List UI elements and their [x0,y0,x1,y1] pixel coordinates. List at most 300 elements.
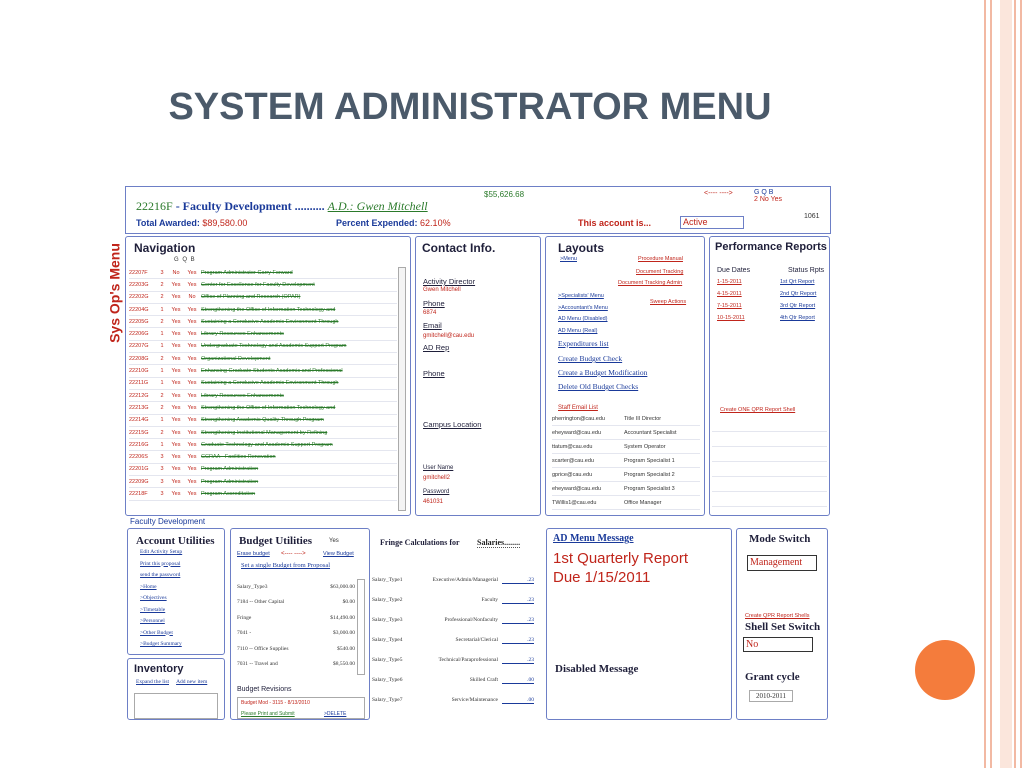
navigation-cell-name: Organizational Development [201,355,271,362]
budget-row-label: Salary_Type3 [237,583,268,590]
account-status-field[interactable]: Active [680,216,744,229]
navigation-cell-g: 1 [160,343,164,350]
navigation-cell-code: 22201G [129,466,149,473]
navigation-cell-q: Yes [171,318,181,325]
navigation-cell-code: 22215G [129,429,149,436]
fringe-row [372,570,536,590]
navigation-row[interactable] [129,279,397,291]
fringe-row [372,610,536,630]
fringe-type: Salary_Type2 [372,597,403,603]
navigation-cell-b: Yes [187,429,197,436]
fringe-rate-input[interactable]: .23 [502,657,534,664]
staff-role: System Operator [624,443,666,450]
document-tracking-link[interactable]: Document Tracking [636,269,684,275]
navigation-row[interactable] [129,304,397,316]
fringe-desc: Technical/Paraprofessional [438,657,498,663]
navigation-row[interactable] [129,328,397,340]
budget-row-label: 7041 - [237,630,252,637]
navigation-list [129,267,397,501]
staff-email[interactable]: pherrington@cau.edu [552,415,605,422]
budget-row-label: Fringe [237,614,252,621]
expenditures-list-link[interactable]: Expenditures list [558,339,609,348]
staff-email[interactable]: ttatum@cau.edu [552,443,593,450]
navigation-cell-g: 2 [160,294,164,301]
navigation-cell-name: Strengthening the Office of Information Technology and [201,306,336,313]
delete-budget-checks-link[interactable]: Delete Old Budget Checks [558,382,639,391]
decorative-line [1014,0,1016,768]
navigation-cell-q: Yes [171,404,181,411]
mode-switch-title: Mode Switch [749,533,811,545]
navigation-cell-code: 22204G [129,306,149,313]
navigation-cell-b: Yes [187,478,197,485]
navigation-gqb-header: G Q B [174,257,196,263]
navigation-cell-b: Yes [187,454,197,461]
navigation-cell-code: 22216G [129,441,149,448]
navigation-cell-code: 22206G [129,331,149,338]
fringe-title: Fringe Calculations for [380,538,460,547]
password-label: Password [423,489,450,495]
navigation-row[interactable] [129,439,397,451]
ad-menu-real-link[interactable]: AD Menu (Real) [558,328,598,334]
navigation-cell-b: Yes [187,441,197,448]
staff-row [552,454,700,468]
staff-email[interactable]: TWillis1@cau.edu [552,499,597,506]
navigation-cell-name: CCRAA - Facilities Renovation [201,454,276,461]
fringe-salaries-label: Salaries........ [477,538,521,547]
shell-set-switch-title: Shell Set Switch [745,621,821,633]
navigation-cell-q: Yes [171,417,181,424]
navigation-cell-name: Program Administrator-Carry Forward [201,269,293,276]
fringe-row [372,690,536,710]
navigation-row[interactable] [129,292,397,304]
phone-value: 6874 [423,310,437,316]
staff-role: Program Specialist 1 [624,457,675,464]
navigation-row[interactable] [129,488,397,500]
add-new-item-link[interactable]: Add new item [176,679,208,685]
decorative-band [1000,0,1012,768]
navigation-cell-b: Yes [187,392,197,399]
fringe-rates-table [372,570,536,710]
inventory-list-box[interactable] [134,693,218,719]
account-utility-link[interactable]: Edit Activity Setup [140,549,183,555]
navigation-cell-b: No [188,294,196,301]
navigation-cell-q: Yes [171,368,181,375]
navigation-cell-name: Program Accreditation [201,490,256,497]
erase-budget-link[interactable]: Erase budget [237,551,270,557]
navigation-cell-name: Library Resources Enhancements [201,392,284,399]
account-utility-link[interactable]: Print this proposal [140,560,181,567]
create-qpr-shells-link[interactable]: Create QPR Report Shells [745,613,810,619]
password-value: 461031 [423,499,444,505]
layouts-panel [545,236,705,516]
director-name: Gwen Mitchell [423,287,461,293]
campus-location-label: Campus Location [423,420,482,429]
contact-panel [415,236,541,516]
fringe-panel [372,528,540,720]
fringe-desc: Service/Maintenance [451,697,498,703]
navigation-cell-name: Graduate Technology and Academic Support Program [201,441,333,448]
budget-row [237,657,355,673]
navigation-cell-b: Yes [187,306,197,313]
username-label: User Name [423,465,454,471]
account-utility-link[interactable]: >Budget Summary [140,641,182,647]
navigation-cell-name: Enhancing Graduate Students Academic and Professional [201,368,343,375]
navigation-cell-code: 22212G [129,392,149,399]
navigation-cell-q: Yes [171,441,181,448]
staff-role: Accountant Specialist [624,429,677,436]
mode-switch-panel [736,528,828,720]
staff-email[interactable]: eheyward@cau.edu [552,485,602,492]
navigation-cell-code: 22202G [129,294,149,301]
navigation-cell-name: Strengthening Institutional Management by Refining [201,429,328,436]
navigation-cell-code: 22211G [129,380,149,387]
performance-title: Performance Reports [715,241,827,253]
navigation-footer: Faculty Development [130,517,206,526]
navigation-cell-name: Office of Planning and Research (OPAR) [201,294,301,301]
decorative-circle [915,640,975,700]
account-utility-link[interactable]: >Timetable [140,606,166,613]
decorative-line [984,0,986,768]
budget-row-value: $3,000.00 [333,630,355,637]
gqb-status: G Q B 2 No Yes [754,189,783,203]
budget-row [237,641,355,657]
expand-list-link[interactable]: Expand the list [136,679,169,685]
fringe-rate-input[interactable]: .00 [502,697,534,704]
navigation-cell-code: 22213G [129,404,149,411]
navigation-cell-b: Yes [187,417,197,424]
staff-email-table [552,412,700,510]
navigation-cell-b: Yes [187,269,197,276]
report-link[interactable]: 3rd Qtr Report [780,303,816,309]
budget-row-label: 7184 -- Other Capital [237,599,285,606]
budget-utilities-panel [230,528,370,720]
inventory-links [136,679,213,685]
procedure-manual-link[interactable]: Procedure Manual [638,256,683,262]
report-due-date[interactable]: 7-15-2011 [717,303,742,309]
budget-line-items [237,579,355,672]
navigation-cell-g: 3 [160,466,164,473]
staff-row [552,426,700,440]
navigation-row[interactable] [129,464,397,476]
budget-row-value: $0.00 [342,599,355,606]
navigation-row[interactable] [129,378,397,390]
fringe-desc: Skilled Craft [469,677,498,683]
navigation-cell-q: Yes [171,343,181,350]
account-utility-link[interactable]: send the password [140,572,181,578]
fringe-rate-input[interactable]: .00 [502,677,534,684]
record-nav-arrows[interactable]: <---- ----> [704,190,733,197]
budget-row [237,626,355,642]
navigation-cell-g: 2 [160,318,164,325]
staff-role: Program Specialist 3 [624,485,675,492]
budget-row [237,610,355,626]
navigation-cell-name: Sustaining a Conducive Academic Environment Through [201,380,339,387]
navigation-row[interactable] [129,353,397,365]
budget-nav-arrows[interactable]: <---- ----> [281,551,306,557]
ad-menu-disabled-link[interactable]: AD Menu (Disabled) [558,316,608,322]
fringe-type: Salary_Type3 [372,617,403,623]
navigation-cell-q: Yes [171,429,181,436]
specialists-menu-link[interactable]: >Specialists' Menu [558,293,604,299]
report-due-date[interactable]: 10-15-2011 [717,315,745,321]
navigation-cell-code: 22208G [129,355,149,362]
disabled-message-label: Disabled Message [555,663,639,675]
navigation-cell-q: Yes [171,306,181,313]
fringe-row [372,590,536,610]
ad-menu-message-title[interactable]: AD Menu Message [553,533,634,544]
report-due-date[interactable]: 4-15-2011 [717,291,742,297]
staff-row [552,482,700,496]
navigation-cell-code: 22206S [129,454,148,461]
email-label: Email [423,321,442,330]
side-menu-label: Sys Op's Menu [106,243,123,343]
budget-row-value: $8,550.00 [333,661,355,668]
ad-name: A.D.: Gwen Mitchell [327,199,428,213]
budget-scrollbar[interactable] [357,579,365,675]
shell-set-switch-field[interactable]: No [743,637,813,652]
navigation-row[interactable] [129,390,397,402]
username-value: gmitchell2 [423,475,451,481]
print-submit-link[interactable]: Please Print and Submit [241,711,295,717]
navigation-cell-q: Yes [171,355,181,362]
navigation-scrollbar[interactable] [398,267,406,511]
navigation-cell-name: Center for Excellence for Faculty Development [201,281,315,288]
report-link[interactable]: 2nd Qtr Report [780,291,817,297]
delete-revision-link[interactable]: >DELETE [324,711,347,717]
fund-title[interactable]: 22216F - Faculty Development .......... A.D.: Gwen Mitchell [136,199,428,213]
fringe-type: Salary_Type5 [372,657,403,663]
fringe-row [372,670,536,690]
record-number: 1061 [804,213,820,220]
due-dates-header: Due Dates [717,267,751,274]
performance-blank-rows [712,417,827,507]
navigation-cell-b: Yes [187,368,197,375]
grant-cycle-field[interactable]: 2010-2011 [749,690,793,702]
fringe-rate-input[interactable]: .23 [502,617,534,624]
percent-expended: Percent Expended: 62.10% [336,218,451,228]
navigation-cell-name: Program Administration [201,478,259,485]
staff-row [552,468,700,482]
budget-yes-flag: Yes [329,538,339,544]
create-budget-check-link[interactable]: Create Budget Check [558,354,623,363]
navigation-cell-q: Yes [171,466,181,473]
navigation-cell-code: 22207G [129,343,149,350]
fringe-desc: Faculty [481,597,498,603]
navigation-cell-b: Yes [187,343,197,350]
navigation-cell-code: 22210G [129,368,149,375]
budget-row [237,595,355,611]
view-budget-link[interactable]: View Budget [323,551,354,557]
create-budget-mod-link[interactable]: Create a Budget Modification [558,368,648,377]
status-header: Status Rpts [788,267,825,274]
account-utilities-links [140,549,182,653]
navigation-cell-b: Yes [187,380,197,387]
navigation-row[interactable] [129,451,397,463]
navigation-cell-code: 22205G [129,318,149,325]
navigation-cell-q: Yes [171,478,181,485]
navigation-cell-b: Yes [187,490,197,497]
navigation-cell-name: Strengthening the Office of Information Technology and [201,404,336,411]
account-utilities-title: Account Utilities [136,535,215,547]
budget-utilities-title: Budget Utilities [239,535,313,547]
report-due-date[interactable]: 1-15-2011 [717,279,742,285]
navigation-cell-name: Program Administration [201,466,259,473]
navigation-cell-g: 2 [160,429,164,436]
layouts-title: Layouts [558,241,605,255]
navigation-cell-g: 1 [160,417,164,424]
contact-title: Contact Info. [422,241,496,255]
mode-switch-field[interactable]: Management [747,555,817,571]
navigation-cell-q: Yes [171,294,181,301]
staff-email-list-link[interactable]: Staff Email List [558,405,598,411]
navigation-cell-name: Library Resources Enhancements [201,331,284,338]
fringe-type: Salary_Type4 [372,637,403,643]
navigation-cell-code: 22207F [129,269,148,276]
navigation-cell-q: Yes [171,281,181,288]
navigation-cell-q: Yes [171,490,181,497]
budget-row-value: $63,000.00 [330,583,355,590]
navigation-row[interactable] [129,267,397,279]
navigation-cell-g: 2 [160,355,164,362]
navigation-cell-code: 22214G [129,417,149,424]
fringe-row [372,650,536,670]
report-link[interactable]: 4th Qtr Report [780,315,815,321]
ad-menu-message-text: 1st Quarterly Report Due 1/15/2011 [553,550,689,586]
navigation-cell-g: 1 [160,306,164,313]
fringe-desc: Executive/Admin/Managerial [432,577,498,583]
staff-role: Title III Director [624,415,662,422]
navigation-cell-name: Undergraduate Technology and Academic Support Program [201,343,347,350]
navigation-cell-name: Strengthening Academic Quality Through Program [201,417,324,424]
navigation-panel [125,236,411,516]
report-link[interactable]: 1st Qrt Report [780,279,815,285]
fringe-rate-input[interactable]: .23 [502,577,534,584]
navigation-title: Navigation [134,241,196,255]
navigation-cell-g: 1 [160,331,164,338]
navigation-cell-b: Yes [187,331,197,338]
navigation-cell-b: Yes [187,281,197,288]
navigation-cell-g: 1 [160,380,164,387]
account-status-label: This account is... [578,218,652,228]
navigation-row[interactable] [129,341,397,353]
staff-row [552,440,700,454]
ad-rep-label: AD Rep [423,343,450,352]
account-utility-link[interactable]: >Personnel [140,618,165,624]
fringe-desc: Secretarial/Clerical [455,637,498,643]
navigation-cell-code: 22203G [129,281,149,288]
phone2-label: Phone [423,369,445,378]
set-single-budget-link[interactable]: Set a single Budget from Proposal [241,562,331,569]
navigation-cell-name: Sustaining a Conducive Academic Environment Through [201,318,339,325]
navigation-cell-q: Yes [171,392,181,399]
navigation-cell-g: 3 [160,454,164,461]
navigation-cell-b: Yes [187,404,197,411]
grant-cycle-title: Grant cycle [745,671,800,683]
inventory-title: Inventory [134,663,184,675]
navigation-row[interactable] [129,402,397,414]
account-utility-link[interactable]: >Objectives [140,595,167,601]
budget-row-value: $540.00 [337,645,355,652]
performance-panel [709,236,830,516]
navigation-cell-code: 22209G [129,478,149,485]
revision-line[interactable]: Budget Mod - 3115 - 8/13/2010 [241,700,310,706]
navigation-cell-g: 2 [160,404,164,411]
staff-role: Office Manager [624,499,662,506]
document-tracking-admin-link[interactable]: Document Tracking Admin [618,280,683,286]
navigation-cell-code: 22218F [129,490,148,497]
budget-revisions-box [237,697,365,719]
navigation-cell-b: Yes [187,466,197,473]
navigation-cell-q: No [172,269,180,276]
email-value[interactable]: gmitchell@cau.edu [423,333,475,339]
navigation-cell-g: 2 [160,281,164,288]
budget-revisions-label: Budget Revisions [237,686,292,693]
navigation-cell-q: Yes [171,454,181,461]
navigation-cell-g: 3 [160,478,164,485]
navigation-cell-g: 1 [160,441,164,448]
slide-title: SYSTEM ADMINISTRATOR MENU [168,86,772,128]
staff-email[interactable]: scarter@cau.edu [552,457,594,464]
account-utilities-panel [127,528,225,655]
director-label: Activity Director [423,277,476,286]
staff-row [552,496,700,510]
navigation-cell-b: Yes [187,318,197,325]
staff-row [552,412,700,426]
navigation-cell-g: 3 [160,269,164,276]
navigation-cell-q: Yes [171,331,181,338]
account-utility-link[interactable]: >Home [140,583,157,590]
navigation-row[interactable] [129,316,397,328]
staff-email[interactable]: eheyward@cau.edu [552,429,602,436]
budget-row-value: $14,490.00 [330,614,355,621]
total-awarded: Total Awarded: $89,580.00 [136,218,248,228]
fringe-type: Salary_Type7 [372,697,403,703]
navigation-cell-g: 1 [160,368,164,375]
inventory-panel [127,658,225,720]
navigation-row[interactable] [129,365,397,377]
navigation-cell-g: 3 [160,490,164,497]
navigation-cell-g: 2 [160,392,164,399]
menu-link[interactable]: >Menu [560,256,577,262]
decorative-line [1020,0,1022,768]
fringe-rate-input[interactable]: .23 [502,637,534,644]
navigation-row[interactable] [129,415,397,427]
fringe-rate-input[interactable]: .23 [502,597,534,604]
phone-label: Phone [423,299,445,308]
remaining-amount: $55,626.68 [484,190,525,199]
budget-row-label: 7110 -- Office Supplies [237,645,289,652]
navigation-cell-b: Yes [187,355,197,362]
budget-row-label: 7031 -- Travel and [237,661,278,668]
account-utility-link[interactable]: >Other Budget [140,629,173,636]
budget-row [237,579,355,595]
fringe-type: Salary_Type6 [372,677,403,683]
staff-email[interactable]: gprice@cau.edu [552,471,593,478]
ad-menu-message-panel [546,528,732,720]
navigation-row[interactable] [129,476,397,488]
create-one-qpr-link[interactable]: Create ONE QPR Report Shell [720,407,796,413]
staff-role: Program Specialist 2 [624,471,675,478]
decorative-line [990,0,992,768]
account-header [125,186,831,234]
accountants-menu-link[interactable]: >Accountant's Menu [558,305,608,311]
sweep-actions-link[interactable]: Sweep Actions [650,299,687,305]
fringe-row [372,630,536,650]
fringe-type: Salary_Type1 [372,577,403,583]
fringe-desc: Professional/Nonfaculty [444,617,498,623]
navigation-cell-q: Yes [171,380,181,387]
navigation-row[interactable] [129,427,397,439]
